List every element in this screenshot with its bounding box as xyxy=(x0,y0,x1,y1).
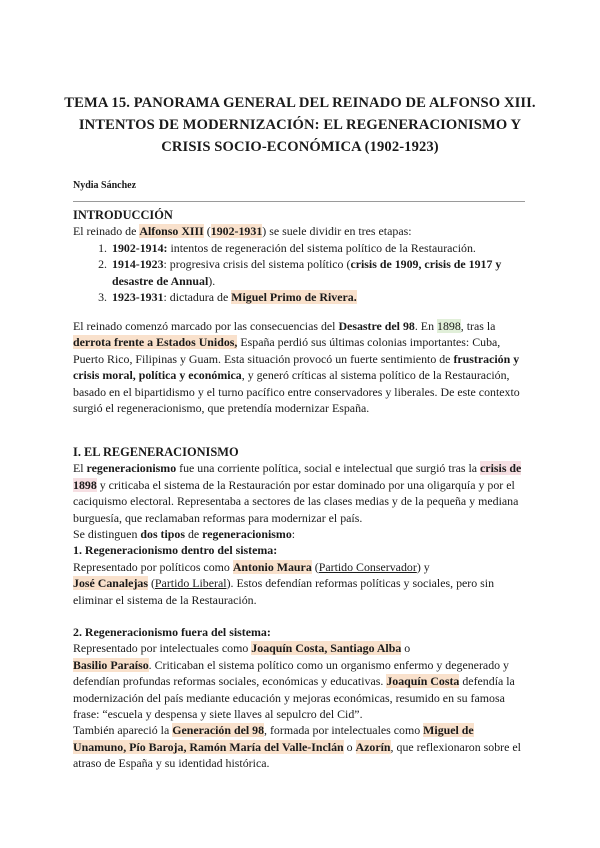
frustracion: frustración y crisis moral, política y económica xyxy=(73,351,520,383)
text: o xyxy=(343,739,356,754)
intro-paragraph xyxy=(73,318,528,416)
text: . Criticaban el sistema político como un organismo enfermo y degenerado y defendían profundas reformas sociales, económicas y educativas. xyxy=(73,657,510,689)
list-item xyxy=(110,256,528,289)
stage-text: ). xyxy=(208,273,216,288)
partido-liberal: Partido Liberal xyxy=(154,576,227,591)
list-item xyxy=(110,240,528,256)
text: También apareció la xyxy=(73,723,173,738)
paragraph xyxy=(73,526,528,542)
reign-dates: 1902-1931 xyxy=(210,224,263,239)
stage-term: 1914-1923 xyxy=(112,257,164,272)
crisis-1898: crisis de 1898 xyxy=(73,461,522,492)
author-name: Nydia Sánchez xyxy=(73,180,137,191)
text: . En xyxy=(414,319,437,333)
text: ) se suele dividir en tres etapas: xyxy=(262,224,412,239)
regeneracionismo-section xyxy=(73,444,528,608)
year-1898: 1898 xyxy=(437,319,461,333)
text: Representado por políticos como xyxy=(73,559,233,574)
text: , formada por intelectuales como xyxy=(264,723,424,738)
stage-text: : progresiva crisis del sistema político ( xyxy=(163,257,351,272)
text: y criticaba el sistema de la Restauración por estar dominado por una oligarquía y por el caciquismo electoral. Representaba a sectores de las clases medias y de la pequeña y mediana burguesía, que reclamaban reformas para modernizar el país. xyxy=(73,477,519,525)
stage-text: : dictadura de xyxy=(163,290,232,305)
stage-term: 1902-1914: xyxy=(112,240,168,255)
text: ( xyxy=(311,559,319,574)
dos-tipos: dos tipos xyxy=(140,527,185,542)
stage-bold: crisis de 1909, crisis de 1917 y desastre de Annual xyxy=(112,257,502,288)
section-heading: I. EL REGENERACIONISMO xyxy=(73,445,239,459)
text: , y generó críticas al sistema político de la Restauración, basado en el bipartidismo y el turno pacífico entre conservadores y liberales. De este contexto surgió el regeneracionismo, que pretendía modernizar España. xyxy=(73,368,520,416)
joaquin-costa: Joaquín Costa xyxy=(386,674,460,689)
text: Se distinguen xyxy=(73,527,141,542)
text: ). Estos defendían reformas políticas y sociales, pero sin eliminar el sistema de la Restauración. xyxy=(73,576,495,607)
generacion-98: Generación del 98 xyxy=(172,723,265,738)
paragraph xyxy=(73,640,528,722)
fuera-sistema-section xyxy=(73,624,528,772)
paragraph xyxy=(73,559,528,608)
stage-bold: Miguel Primo de Rivera. xyxy=(231,290,357,305)
regeneracionismo-term: regeneracionismo xyxy=(86,461,177,476)
stage-text: intentos de regeneración del sistema político de la Restauración. xyxy=(167,240,476,255)
stages-list xyxy=(73,240,528,306)
text: fue una corriente política, social e intelectual que surgió tras la xyxy=(176,461,481,476)
intro-section xyxy=(73,207,528,305)
text: : xyxy=(291,527,296,542)
text: ( xyxy=(147,576,155,591)
king-name: Alfonso XIII xyxy=(139,224,204,239)
derrota-eeuu: derrota frente a Estados Unidos, xyxy=(73,335,238,350)
azorin: Azorín xyxy=(355,739,391,754)
desastre-98: Desastre del 98 xyxy=(338,319,415,333)
text: ( xyxy=(203,224,211,239)
regeneracionismo-term: regeneracionismo xyxy=(202,527,292,542)
page-title: TEMA 15. PANORAMA GENERAL DEL REINADO DE ALFONSO XIII. INTENTOS DE MODERNIZACIÓN: EL REGENERACIONISMO Y CRISIS SOCIO-ECONÓMICA (1902-1923) xyxy=(64,95,536,155)
text: de xyxy=(185,527,203,542)
list-item xyxy=(110,289,528,305)
text: , tras la xyxy=(460,319,496,333)
divider xyxy=(73,201,525,202)
text: o xyxy=(401,641,411,656)
text: ) y xyxy=(416,559,430,574)
stage-term: 1923-1931 xyxy=(112,290,164,305)
paragraph xyxy=(73,722,528,771)
subheading: 2. Regeneracionismo fuera del sistema: xyxy=(73,625,271,639)
jose-canalejas: José Canalejas xyxy=(73,576,148,591)
generacion-members: Miguel de Unamuno, Pío Baroja, Ramón María del Valle-Inclán xyxy=(73,723,474,754)
text: El reinado comenzó marcado por las consecuencias del xyxy=(73,319,339,333)
intro-line xyxy=(73,223,528,239)
text: , que reflexionaron sobre el atraso de España y su identidad histórica. xyxy=(73,739,521,771)
text: España perdió sus últimas colonias importantes: Cuba, Puerto Rico, Filipinas y Guam. Esta situación provocó un fuerte sentimiento de xyxy=(73,335,501,366)
antonio-maura: Antonio Maura xyxy=(232,559,312,574)
text: Representado por intelectuales como xyxy=(73,641,252,656)
basilio-paraiso: Basilio Paraíso xyxy=(73,657,149,672)
paragraph xyxy=(73,460,528,526)
paragraph xyxy=(73,318,528,416)
costa-alba: Joaquín Costa, Santiago Alba xyxy=(251,641,402,656)
subheading: 1. Regeneracionismo dentro del sistema: xyxy=(73,543,278,558)
text: defendía la modernización del país mediante educación y mejoras económicas, resumido en su famosa frase: “escuela y despensa y siete llaves al sepulcro del Cid”. xyxy=(73,674,515,722)
partido-conservador: Partido Conservador xyxy=(318,559,417,574)
text: El xyxy=(73,461,87,476)
intro-heading: INTRODUCCIÓN xyxy=(73,208,173,222)
text: El reinado de xyxy=(73,224,140,239)
